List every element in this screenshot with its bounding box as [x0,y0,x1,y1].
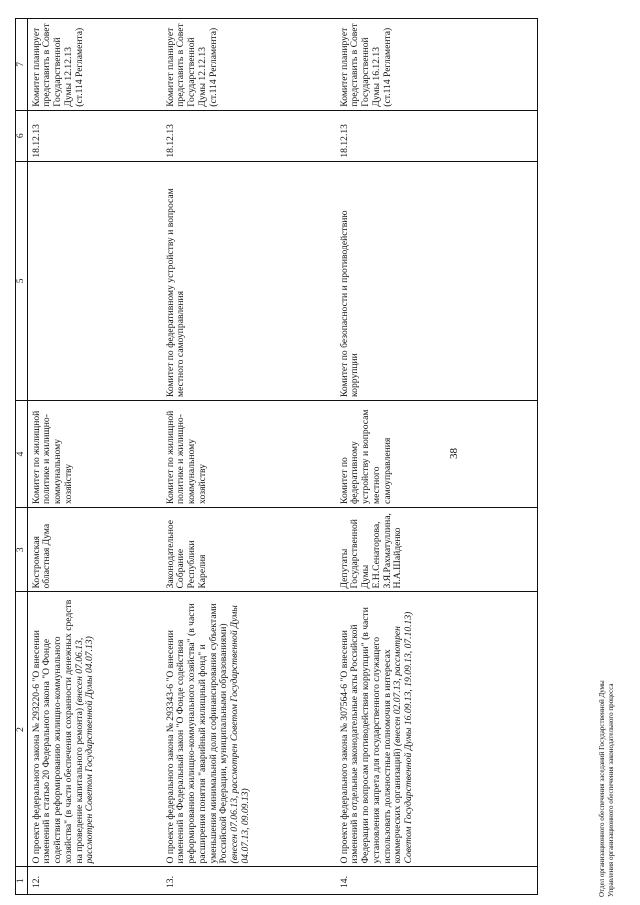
bills-table [15,18,538,895]
footer-line-1: Отдел организационного обеспечения заседаний Государственной Думы [598,680,606,897]
date: 18.12.13 [162,110,336,161]
header-col-2: 2 [16,592,28,867]
table-row [162,19,336,895]
header-col-4: 4 [16,401,28,508]
bill-title: О проекте федерального закона № 293343-6 [164,683,176,864]
header-col-6: 6 [16,110,28,161]
row-number: 14. [336,867,538,895]
bill-description [162,592,336,867]
bill-title: О проекте федерального закона № 307564-6 [338,683,350,864]
bill-description [27,592,162,867]
bill-desc: "О внесении изменений в отдельные законодательные акты Российской Федерации по вопросам противодействия коррупции" (в части установления запрета для государственного служащего использовать должностные полномочия в интересах коммерческих организаций) [338,607,404,864]
responsible-committee: Комитет по жилищной политике и жилищно-коммунальному хозяйству [27,401,162,508]
table-row [336,19,538,895]
date: 18.12.13 [27,110,162,161]
table-row [27,19,162,895]
footer [598,680,616,897]
co-committee: Комитет по безопасности и противодействию коррупции [336,161,538,400]
bill-desc: "О внесении изменений в Федеральный закон "О Фонде содействия реформированию жилищно-коммунального хозяйства" (в части расширения понятия "аварийный жилищный фонд" и уменьшения минимальной доли софинансирования субъектами Российской Федерации, муниципальными образованиями) [164,603,230,864]
footer-line-2: Управления организационного обеспечения законодательного процесса [606,683,615,897]
header-row [16,19,28,895]
initiator: Законодательное Собрание Республики Карелия [162,507,336,592]
header-col-3: 3 [16,507,28,592]
page-number: 38 [448,448,460,459]
co-committee [27,161,162,400]
bill-description [336,592,538,867]
header-col-7: 7 [16,19,28,111]
initiator: Костромская областная Дума [27,507,162,592]
co-committee: Комитет по федеративному устройству и вопросам местного самоуправления [162,161,336,400]
bill-note: (внесен 07.06.13, рассмотрен Советом Государственной Думы 04.07.13) [73,636,96,864]
header-col-1: 1 [16,867,28,895]
plan: Комитет планирует представить в Совет Государственной Думы 16.12.13 (ст.114 Регламента) [336,19,538,111]
row-number: 13. [162,867,336,895]
bill-title: О проекте федерального закона № 293220-6 [30,683,42,864]
bill-desc: "О внесении изменений в статью 20 Федерального закона "О Фонде содействия реформированию жилищно-коммунального хозяйства" (в части обеспечения сохранности денежных средств на проведение капитального ремонта) [30,599,85,864]
initiator: Депутаты Государственной Думы Е.Н.Сенаторова, З.Я.Рахматуллина, Н.А.Шайденко [336,507,538,592]
date: 18.12.13 [336,110,538,161]
header-col-5: 5 [16,161,28,400]
responsible-committee: Комитет по федеративному устройству и вопросам местного самоуправления [336,401,538,508]
row-number: 12. [27,867,162,895]
plan: Комитет планирует представить в Совет Государственной Думы 12.12.13 (ст.114 Регламента) [162,19,336,111]
bill-note: (внесен 07.06.13, рассмотрен Советом Государственной Думы 04.07.13, 09.09.13) [229,605,251,864]
responsible-committee: Комитет по жилищной политике и жилищно-коммунальному хозяйству [162,401,336,508]
bill-note: (внесен 02.07.13, рассмотрен Советом Государственной Думы 16.09.13, 19.09.13, 07.10.13) [392,611,415,864]
plan: Комитет планирует представить в Совет Государственной Думы 12.12.13 (ст.114 Регламента) [27,19,162,111]
